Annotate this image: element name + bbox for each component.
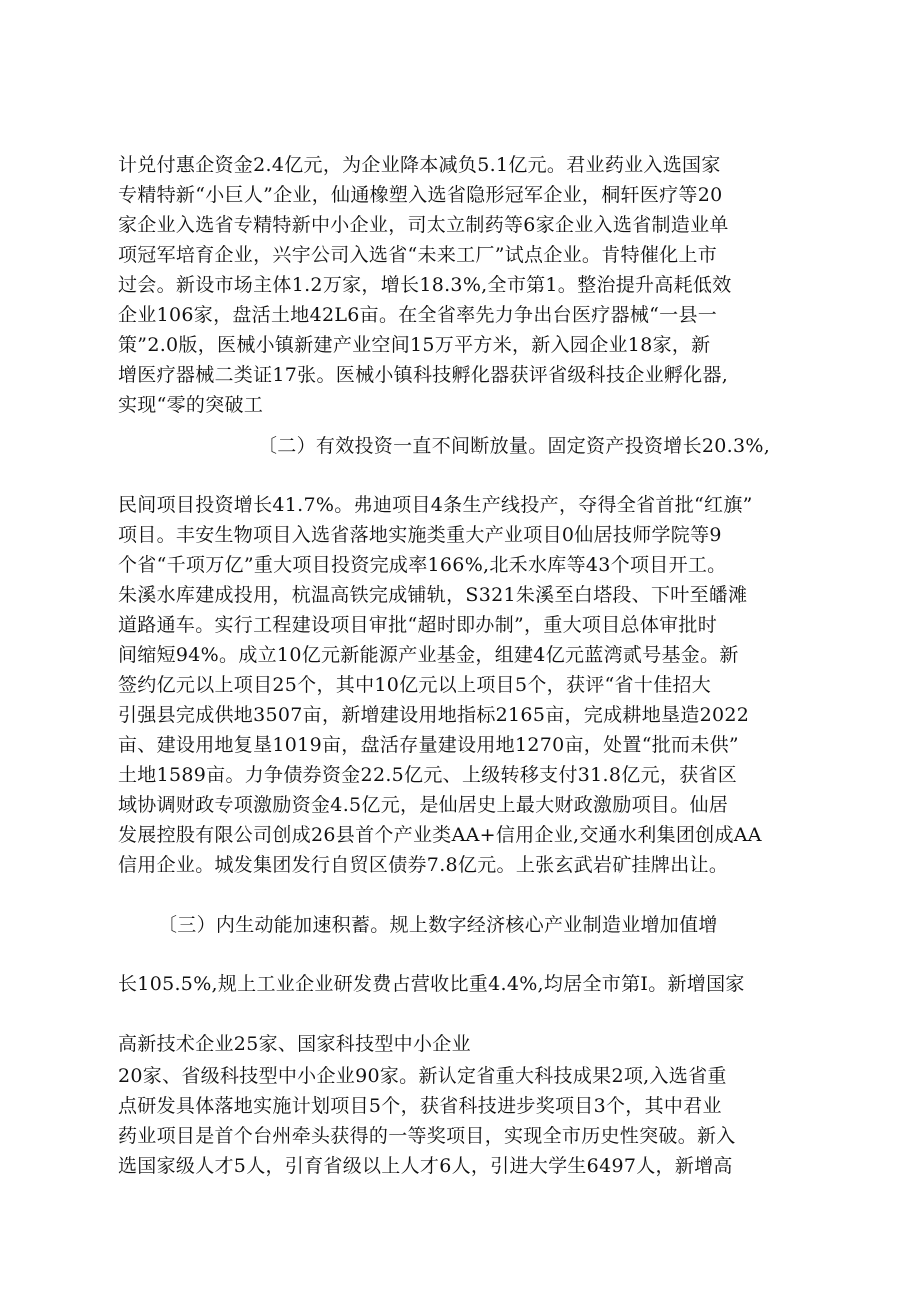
text-line: 道路通车。实行工程建设项目审批“超时即办制”，重大项目总体审批时 (118, 614, 718, 636)
text-line: 高新技术企业25家、国家科技型中小企业 (118, 1033, 471, 1055)
text-line: 签约亿元以上项目25个，其中10亿元以上项目5个，获评“省十佳招大 (118, 674, 712, 696)
section-heading: 〔二）有效投资一直不间断放量。固定资产投资增长20.3%, (258, 435, 771, 457)
text-line: 增医疗器械二类证17张。医械小镇科技孵化器获评省级科技企业孵化器, (118, 364, 729, 386)
text-line: 点研发具体落地实施计划项目5个，获省科技进步奖项目3个，其中君业 (118, 1095, 722, 1117)
text-line: 项冠军培育企业，兴宇公司入选省“未来工厂”试点企业。肯特催化上市 (118, 244, 718, 266)
text-line: 个省“千项万亿”重大项目投资完成率166%,北禾水库等43个项目开工。 (118, 554, 727, 576)
section-heading: 〔三）内生动能加速积蓄。规上数字经济核心产业制造业增加值增 (158, 914, 718, 936)
text-line: 过会。新设市场主体1.2万家，增长18.3%,全市第1。整治提升高耗低效 (118, 274, 732, 296)
text-line: 朱溪水库建成投用，杭温高铁完成铺轨，S321朱溪至白塔段、下叶至皤滩 (118, 584, 748, 606)
text-line: 计兑付惠企资金2.4亿元，为企业降本减负5.1亿元。君业药业入选国家 (118, 154, 721, 176)
text-line: 引强县完成供地3507亩，新增建设用地指标2165亩，完成耕地垦造2022 (118, 704, 750, 726)
text-line: 策”2.0版，医械小镇新建产业空间15万平方米，新入园企业18家，新 (118, 334, 711, 356)
text-line: 亩、建设用地复垦1019亩，盘活存量建设用地1270亩，处置“批而未供” (118, 734, 739, 756)
text-line: 间缩短94%。成立10亿元新能源产业基金，组建4亿元蓝湾贰号基金。新 (118, 644, 739, 666)
text-line: 专精特新“小巨人”企业，仙通橡塑入选省隐形冠军企业，桐轩医疗等20 (118, 184, 723, 206)
text-line: 域协调财政专项激励资金4.5亿元，是仙居史上最大财政激励项目。仙居 (118, 794, 729, 816)
text-line: 长105.5%,规上工业企业研发费占营收比重4.4%,均居全市第I。新增国家 (118, 973, 745, 995)
text-line: 民间项目投资增长41.7%。弗迪项目4条生产线投产，夺得全省首批“红旗” (118, 494, 753, 516)
text-line: 土地1589亩。力争债券资金22.5亿元、上级转移支付31.8亿元，获省区 (118, 764, 738, 786)
text-line: 项目。丰安生物项目入选省落地实施类重大产业项目0仙居技师学院等9 (118, 524, 722, 546)
text-line: 药业项目是首个台州牵头获得的一等奖项目，实现全市历史性突破。新入 (118, 1125, 736, 1147)
text-line: 企业106家，盘活土地42L6亩。在全省率先力争出台医疗器械“一县一 (118, 304, 718, 326)
text-line: 20家、省级科技型中小企业90家。新认定省重大科技成果2项,入选省重 (118, 1065, 727, 1087)
text-line: 信用企业。城发集团发行自贸区债券7.8亿元。上张玄武岩矿挂牌出让。 (118, 854, 729, 876)
text-line: 实现“零的突破工 (118, 394, 264, 416)
text-line: 选国家级人才5人，引育省级以上人才6人，引进大学生6497人，新增高 (118, 1155, 733, 1177)
text-line: 家企业入选省专精特新中小企业，司太立制药等6家企业入选省制造业单 (118, 214, 729, 236)
text-line: 发展控股有限公司创成26县首个产业类AA+信用企业,交通水利集团创成AA (118, 824, 762, 846)
